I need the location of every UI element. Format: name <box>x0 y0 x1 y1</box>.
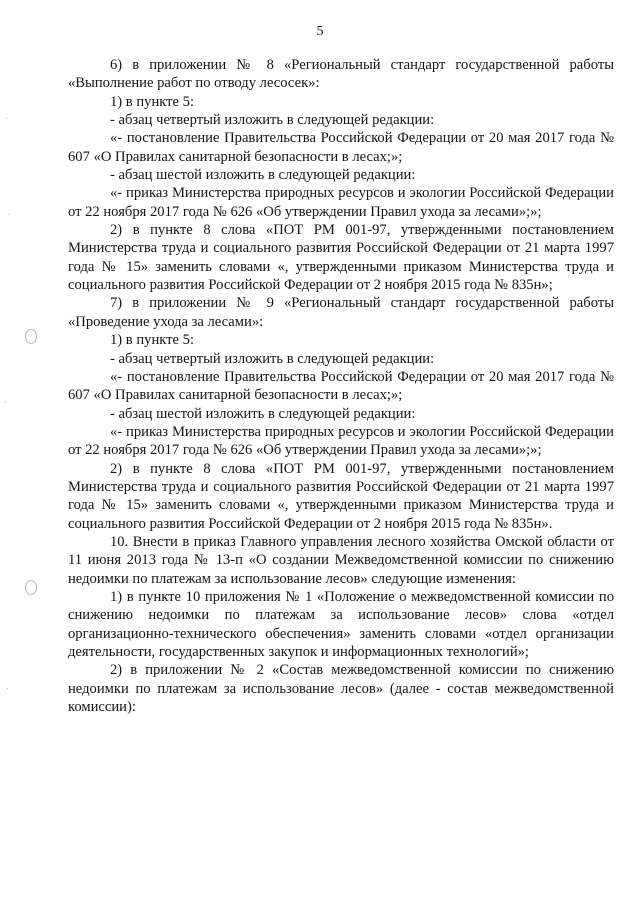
paragraph: - абзац шестой изложить в следующей редакции: <box>110 405 416 422</box>
paragraph: 10. Внести в приказ Главного управления лесного хозяйства Омской области от 11 июня 2013 года № 13-п «О создании Межведомственной комиссии по снижению недоимки по платежам за использование лесов» следующие изменения: <box>68 533 614 587</box>
page-number: 5 <box>316 24 324 39</box>
paragraph: 1) в пункте 5: <box>110 93 195 110</box>
scan-speck <box>7 688 8 689</box>
document-body <box>68 56 614 716</box>
scan-speck <box>6 118 7 119</box>
paragraph: 2) в пункте 8 слова «ПОТ РМ 001-97, утвержденными постановлением Министерства труда и социального развития Российской Федерации от 21 марта 1997 года № 15» заменить словами «, утвержденными приказом Министерства труда и социального развития Российской Федерации от 2 ноября 2015 года № 835н». <box>68 460 614 532</box>
paragraph: «- приказ Министерства природных ресурсов и экологии Российской Федерации от 22 ноября 2017 года № 626 «Об утверждении Правил ухода за лесами»;»; <box>68 423 614 459</box>
punch-hole <box>25 580 37 595</box>
paragraph: «- постановление Правительства Российской Федерации от 20 мая 2017 года № 607 «О Правилах санитарной безопасности в лесах;»; <box>68 130 614 165</box>
paragraph: «- приказ Министерства природных ресурсов и экологии Российской Федерации от 22 ноября 2017 года № 626 «Об утверждении Правил ухода за лесами»;»; <box>68 185 614 220</box>
paragraph: 1) в пункте 10 приложения № 1 «Положение о межведомственной комиссии по снижению недоимки по платежам за использование лесов» слова «отдел организационно-технического обеспечения» заменить словами «отдел организации деятельности, государственных закупок и информационных технологий»; <box>68 588 614 660</box>
paragraph: - абзац четвертый изложить в следующей редакции: <box>110 112 435 129</box>
scan-speck <box>8 214 9 215</box>
paragraph: «- постановление Правительства Российской Федерации от 20 мая 2017 года № 607 «О Правилах санитарной безопасности в лесах;»; <box>68 368 614 404</box>
paragraph: 2) в приложении № 2 «Состав межведомственной комиссии по снижению недоимки по платежам за использование лесов» (далее - состав межведомственной комиссии): <box>68 662 614 716</box>
paragraph: 6) в приложении № 8 «Региональный стандарт государственной работы «Выполнение работ по отводу лесосек»: <box>68 57 614 92</box>
punch-hole <box>25 329 37 344</box>
paragraph: 7) в приложении № 9 «Региональный стандарт государственной работы «Проведение ухода за лесами»: <box>68 295 614 330</box>
paragraph: - абзац шестой изложить в следующей редакции: <box>110 167 416 184</box>
paragraph: - абзац четвертый изложить в следующей редакции: <box>110 350 435 367</box>
paragraph: 2) в пункте 8 слова «ПОТ РМ 001-97, утвержденными постановлением Министерства труда и социального развития Российской Федерации от 21 марта 1997 года № 15» заменить словами «, утвержденными приказом Министерства труда и социального развития Российской Федерации от 2 ноября 2015 года № 835н»; <box>68 222 614 294</box>
scan-speck <box>5 402 6 403</box>
paragraph: 1) в пункте 5: <box>110 332 195 349</box>
